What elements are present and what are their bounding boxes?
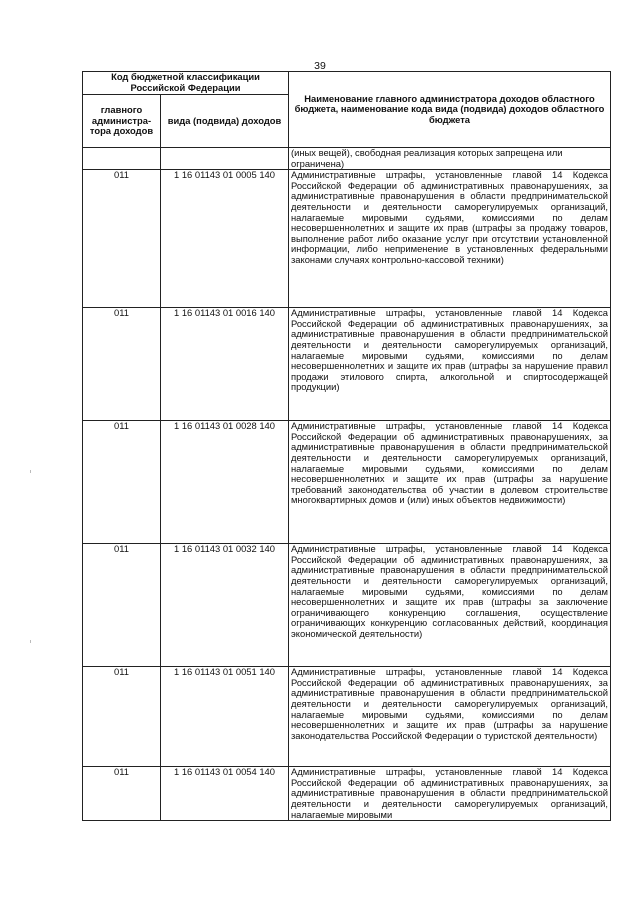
income-code-cell: 1 16 01143 01 0051 140	[161, 667, 289, 767]
budget-classification-table	[82, 71, 611, 821]
table-row	[83, 767, 611, 821]
header-group-budget-code: Код бюджетной классификации Российской Федерации	[83, 72, 289, 95]
table-row	[83, 170, 611, 308]
income-name-cell: Административные штрафы, установленные главой 14 Кодекса Российской Федерации об административных правонарушениях, за административные правонарушения в области предпринимательской деятельности и деятельности саморегулируемых организаций, налагаемые мировыми судьями, комиссиями по делам несовершеннолетних и защите их прав (штрафы за нарушение правил продажи этилового спирта, алкогольной и спиртосодержащей продукции)	[289, 308, 611, 421]
header-income-type-code: вида (подвида) доходов	[161, 95, 289, 148]
income-code-cell: 1 16 01143 01 0005 140	[161, 170, 289, 308]
income-code-cell: 1 16 01143 01 0016 140	[161, 308, 289, 421]
table-row	[83, 667, 611, 767]
scan-edge-mark	[30, 640, 31, 643]
income-name-cell: Административные штрафы, установленные главой 14 Кодекса Российской Федерации об административных правонарушениях, за административные правонарушения в области предпринимательской деятельности и деятельности саморегулируемых организаций, налагаемые мировыми	[289, 767, 611, 821]
table-row	[83, 308, 611, 421]
admin-code-cell: 011	[83, 308, 161, 421]
header-main-administrator: главного администра-тора доходов	[83, 95, 161, 148]
income-code-cell: 1 16 01143 01 0028 140	[161, 421, 289, 544]
header-income-name: Наименование главного администратора доходов областного бюджета, наименование кода вида (подвида) доходов областного бюджета	[289, 72, 611, 148]
income-name-cell: Административные штрафы, установленные главой 14 Кодекса Российской Федерации об административных правонарушениях, за административные правонарушения в области предпринимательской деятельности и деятельности саморегулируемых организаций, налагаемые мировыми судьями, комиссиями по делам несовершеннолетних и защите их прав (штрафы за заключение ограничивающего конкуренцию соглашения, осуществление ограничивающих конкуренцию согласованных действий, координация экономической деятельности)	[289, 544, 611, 667]
scan-edge-mark	[30, 470, 31, 473]
admin-code-cell: 011	[83, 767, 161, 821]
income-name-cell: Административные штрафы, установленные главой 14 Кодекса Российской Федерации об административных правонарушениях, за административные правонарушения в области предпринимательской деятельности и деятельности саморегулируемых организаций, налагаемые мировыми судьями, комиссиями по делам несовершеннолетних и защите их прав (штрафы за нарушение законодательства Российской Федерации о туристской деятельности)	[289, 667, 611, 767]
page-number: 39	[314, 60, 326, 72]
table-cell-empty	[161, 148, 289, 170]
income-code-cell: 1 16 01143 01 0054 140	[161, 767, 289, 821]
continuation-text: (иных вещей), свободная реализация которых запрещена или ограничена)	[289, 148, 611, 170]
income-name-cell: Административные штрафы, установленные главой 14 Кодекса Российской Федерации об административных правонарушениях, за административные правонарушения в области предпринимательской деятельности и деятельности саморегулируемых организаций, налагаемые мировыми судьями, комиссиями по делам несовершеннолетних и защите их прав (штрафы за нарушение требований законодательства об участии в долевом строительстве многоквартирных домов и (или) иных объектов недвижимости)	[289, 421, 611, 544]
table-row-continuation	[83, 148, 611, 170]
admin-code-cell: 011	[83, 170, 161, 308]
table-row	[83, 544, 611, 667]
table-cell-empty	[83, 148, 161, 170]
admin-code-cell: 011	[83, 544, 161, 667]
admin-code-cell: 011	[83, 421, 161, 544]
admin-code-cell: 011	[83, 667, 161, 767]
income-name-cell: Административные штрафы, установленные главой 14 Кодекса Российской Федерации об административных правонарушениях, за административные правонарушения в области предпринимательской деятельности и деятельности саморегулируемых организаций, налагаемые мировыми судьями, комиссиями по делам несовершеннолетних и защите их прав (штрафы за продажу товаров, выполнение работ либо оказание услуг при отсутствии установленной информации, либо неприменение в установленных федеральными законами случаях контрольно-кассовой техники)	[289, 170, 611, 308]
income-code-cell: 1 16 01143 01 0032 140	[161, 544, 289, 667]
table-row	[83, 421, 611, 544]
